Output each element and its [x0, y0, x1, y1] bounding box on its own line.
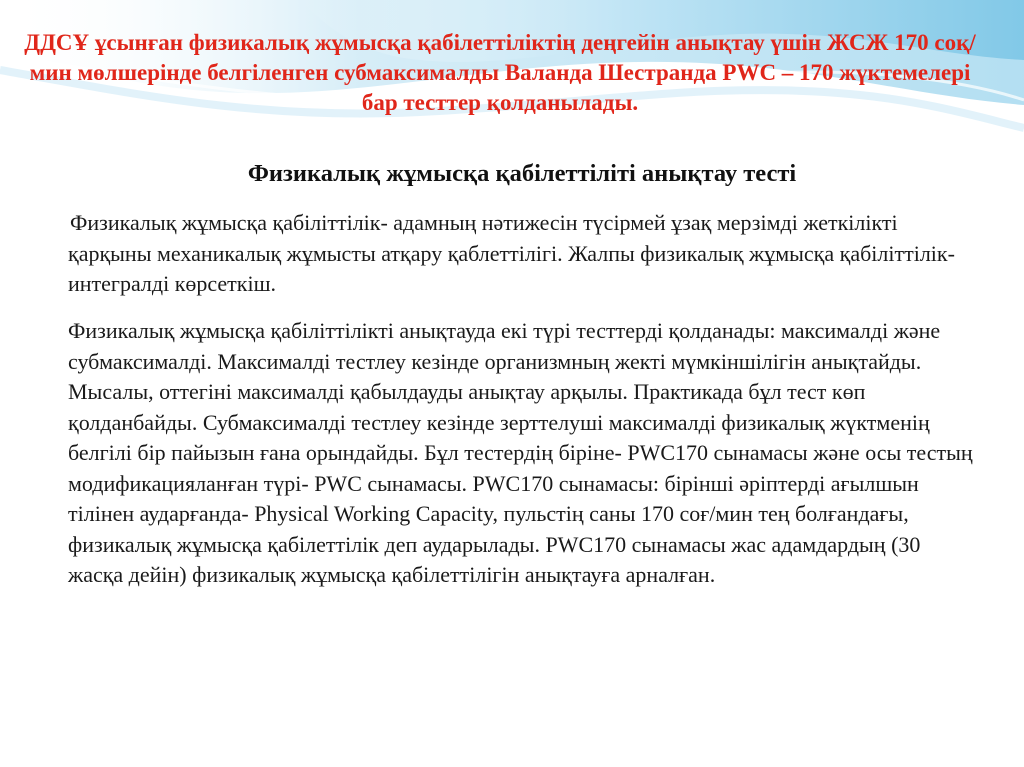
slide-title: ДДСҰ ұсынған физикалық жұмысқа қабілеттіліктің деңгейін анықтау үшін ЖСЖ 170 соқ/мин мөлшерінде белгіленген субмаксималды Валанда Шестранда PWC – 170 жүктемелері бар тесттер қолданылады.: [24, 30, 976, 115]
paragraph-test-types: Физикалық жұмысқа қабіліттілікті анықтауда екі түрі тесттерді қолданады: максималді және субмаксималді. Максималді тестлеу кезінде организмның жекті мүмкіншілігін анықтайды. Мысалы, оттегіні максималді қабылдауды анықтау арқылы. Практикада бұл тест көп қолданбайды. Субмаксималді тестлеу кезінде зерттелуші максималді физикалық жүктменің белгілі бір пайызын ғана орындайды. Бұл тестердің біріне- PWC170 сынамасы және осы тестың модификацияланған түрі- PWC сынамасы. PWC170 сынамасы: бірінші әріптерді ағылшын тілінен аударғанда- Physical Working Capacity, пульстің саны 170 соғ/мин тең болғандағы, физикалық жұмысқа қабілеттілік деп аударылады. PWC170 сынамасы жас адамдардың (30 жасқа дейін) физикалық жұмысқа қабілеттілігін анықтауға арналған.: [68, 318, 973, 587]
paragraph-definition: Физикалық жұмысқа қабіліттілік- адамның нәтижесін түсірмей ұзақ мерзімді жеткілікті қарқыны механикалық жұмысты атқару қаблеттілігі. Жалпы физикалық жұмысқа қабіліттілік- интегралді көрсеткіш.: [68, 210, 955, 296]
slide-subtitle: Физикалық жұмысқа қабілеттіліті анықтау тесті: [247, 160, 797, 187]
